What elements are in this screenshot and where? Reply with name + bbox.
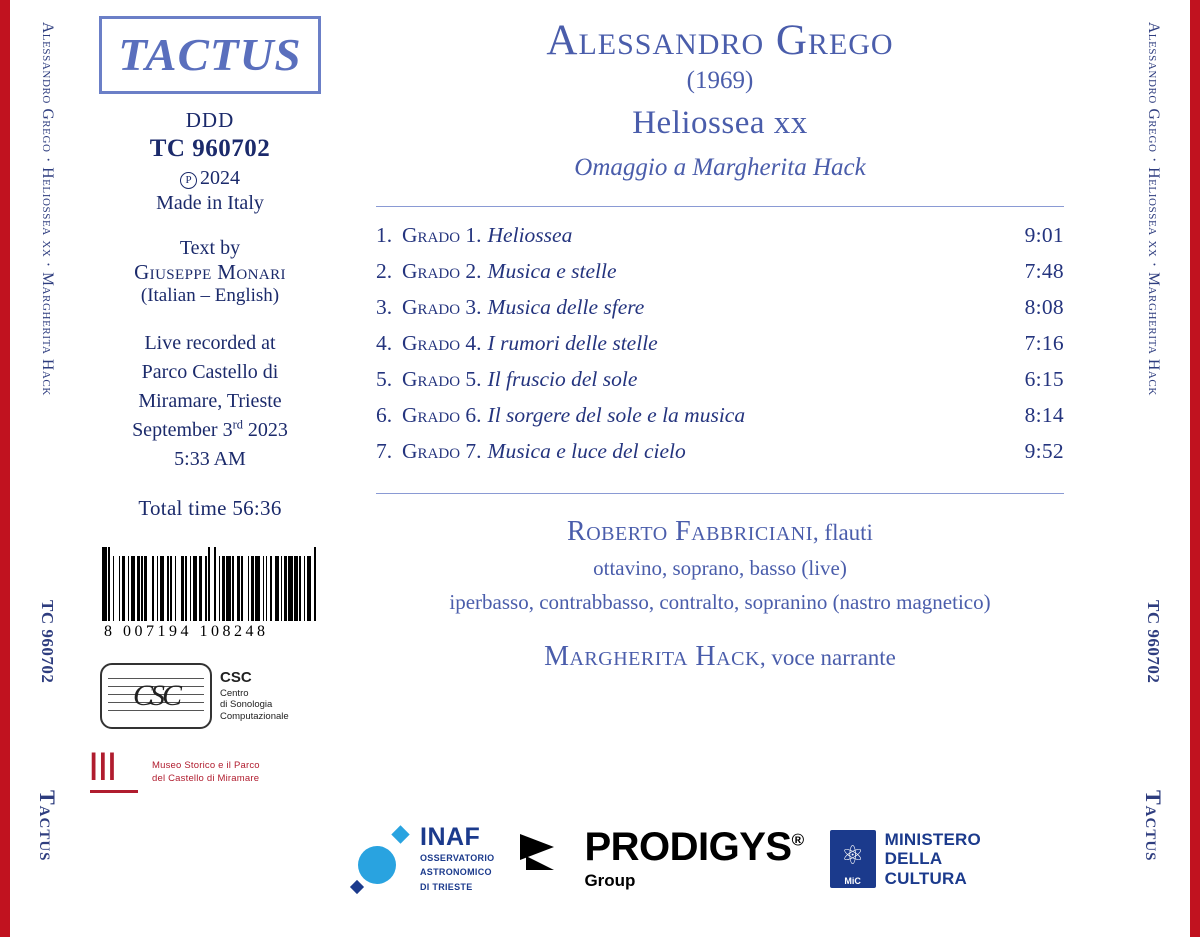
museum-logo	[88, 749, 340, 795]
text-by-label: Text by	[179, 237, 241, 259]
recording-info	[80, 329, 340, 474]
catalog-number: TC 960702	[149, 135, 271, 162]
track-title: Il fruscio del sole	[487, 366, 638, 391]
track-duration: 6:15	[1024, 366, 1064, 391]
prodigys-wordmark: PRODIGYS	[584, 825, 792, 869]
recording-date-year: 2023	[242, 419, 288, 441]
inaf-text	[420, 825, 494, 892]
track-row	[374, 253, 1066, 289]
performer-instruments-1: ottavino, soprano, basso (live)	[593, 556, 847, 581]
phonogram-line	[80, 167, 340, 190]
prodigys-logo	[520, 827, 803, 891]
phonogram-year: 2024	[200, 167, 240, 189]
right-spine-brand: Tactus	[1141, 790, 1166, 862]
ministero-line-3: CULTURA	[884, 868, 967, 888]
ministero-abbr: MiC	[844, 876, 861, 886]
csc-line-3: Computazionale	[220, 711, 289, 723]
recording-line-3: Miramare, Trieste	[138, 390, 282, 412]
track-duration: 8:08	[1024, 294, 1064, 319]
performer-line	[370, 516, 1070, 548]
track-duration: 7:16	[1024, 330, 1064, 355]
track-number: 5.	[376, 366, 393, 391]
prodigys-name	[584, 827, 803, 867]
ministero-line-1: MINISTERO	[884, 830, 981, 850]
narrator-role: , voce narrante	[759, 644, 896, 670]
left-spine	[18, 0, 76, 937]
track-number: 3.	[376, 294, 393, 319]
ministero-mark-icon	[830, 830, 876, 888]
track-title: Il sorgere del sole e la musica	[487, 402, 746, 427]
barcode-block	[102, 547, 317, 641]
track-number: 7.	[376, 438, 393, 463]
total-time: Total time 56:36	[138, 496, 282, 520]
track-row	[374, 289, 1066, 325]
barcode-icon	[102, 547, 317, 621]
track-title: I rumori delle stelle	[487, 330, 658, 355]
csc-line-1: Centro	[220, 687, 249, 699]
narrator-name: Margherita Hack	[544, 640, 760, 672]
album-subtitle: Omaggio a Margherita Hack	[574, 154, 866, 182]
tactus-logo	[99, 16, 321, 94]
left-spine-catalog: TC 960702	[38, 600, 57, 684]
text-by-author: Giuseppe Monari	[134, 260, 286, 284]
track-duration: 9:01	[1024, 222, 1064, 247]
cd-back-cover	[10, 0, 1190, 937]
track-row	[374, 397, 1066, 433]
ministero-text	[885, 830, 981, 887]
made-in-label: Made in Italy	[156, 192, 264, 214]
track-movement: Grado 4.	[402, 330, 482, 355]
composer-years: (1969)	[686, 67, 754, 95]
track-title: Heliossea	[487, 222, 573, 247]
phonogram-icon: P	[180, 172, 197, 189]
inaf-line-1: OSSERVATORIO	[420, 853, 495, 864]
left-red-rail	[0, 0, 10, 937]
track-movement: Grado 3.	[402, 294, 482, 319]
csc-name: CSC	[220, 668, 252, 686]
museum-mark-icon: ⅠⅠⅠ	[88, 749, 142, 795]
track-title: Musica delle sfere	[487, 294, 645, 319]
prodigys-mark-icon	[520, 834, 574, 884]
performer-instruments-2: iperbasso, contrabbasso, contralto, sopranino (nastro magnetico)	[449, 590, 991, 615]
track-list	[374, 217, 1066, 469]
prodigys-group-label: Group	[584, 871, 636, 890]
csc-monogram: CSC	[132, 679, 180, 712]
inaf-line-2: ASTRONOMICO	[420, 867, 492, 878]
track-movement: Grado 5.	[402, 366, 482, 391]
inaf-logo	[350, 824, 494, 894]
track-duration: 7:48	[1024, 258, 1064, 283]
recording-date-day: September 3	[132, 419, 233, 441]
narrator-line	[370, 641, 1070, 673]
ministero-logo	[830, 830, 981, 888]
track-row	[374, 433, 1066, 469]
right-spine-catalog: TC 960702	[1144, 600, 1163, 684]
recording-line-2: Parco Castello di	[141, 361, 279, 383]
sponsor-logos	[350, 809, 1150, 909]
csc-text	[220, 669, 289, 723]
csc-line-2: di Sonologia	[220, 699, 273, 711]
performer-name: Roberto Fabbriciani	[567, 516, 813, 548]
right-spine	[1124, 0, 1182, 937]
inaf-mark-icon	[350, 824, 412, 894]
track-duration: 8:14	[1024, 402, 1064, 427]
ministero-line-2: DELLA	[884, 849, 943, 869]
divider-top	[376, 206, 1064, 207]
track-title: Musica e luce del cielo	[487, 438, 686, 463]
tactus-logo-text: TACTUS	[118, 29, 302, 80]
performer-role: , flauti	[812, 520, 873, 546]
recording-date-ordinal: rd	[232, 417, 243, 432]
track-number: 1.	[376, 222, 393, 247]
track-number: 2.	[376, 258, 393, 283]
prodigys-registered-icon: ®	[791, 830, 804, 850]
right-red-rail	[1190, 0, 1200, 937]
left-spine-brand: Tactus	[35, 790, 60, 862]
track-number: 6.	[376, 402, 393, 427]
divider-bottom	[376, 493, 1064, 494]
csc-logo	[100, 663, 340, 729]
track-number: 4.	[376, 330, 393, 355]
format-label: DDD	[185, 108, 235, 132]
track-movement: Grado 2.	[402, 258, 482, 283]
museum-line-2: del Castello di Miramare	[152, 773, 260, 784]
track-row	[374, 361, 1066, 397]
recording-line-1: Live recorded at	[144, 332, 276, 354]
recording-time: 5:33 AM	[174, 448, 246, 470]
inaf-line-3: DI TRIESTE	[420, 881, 473, 892]
track-row	[374, 325, 1066, 361]
museum-text	[152, 759, 260, 786]
csc-mark-icon	[100, 663, 212, 729]
languages-label: (Italian – English)	[140, 285, 280, 306]
track-row	[374, 217, 1066, 253]
ministero-emblem-icon: ⚛	[840, 841, 865, 871]
left-spine-title: Alessandro Grego · Heliossea xx · Margherita Hack	[39, 22, 56, 396]
composer-name: Alessandro Grego	[546, 17, 894, 64]
recording-date	[80, 416, 340, 445]
track-movement: Grado 6.	[402, 402, 482, 427]
track-movement: Grado 1.	[402, 222, 482, 247]
barcode-digits: 8 007194 108248	[104, 623, 269, 640]
album-title: Heliossea xx	[632, 105, 808, 142]
museum-line-1: Museo Storico e il Parco	[152, 759, 260, 771]
prodigys-text	[584, 827, 803, 891]
left-info-column	[80, 16, 340, 795]
performers	[370, 516, 1070, 673]
track-movement: Grado 7.	[402, 438, 482, 463]
inaf-name: INAF	[420, 823, 481, 852]
main-content	[370, 18, 1070, 673]
right-spine-title: Alessandro Grego · Heliossea xx · Margherita Hack	[1145, 22, 1162, 396]
track-duration: 9:52	[1024, 438, 1064, 463]
track-title: Musica e stelle	[487, 258, 617, 283]
